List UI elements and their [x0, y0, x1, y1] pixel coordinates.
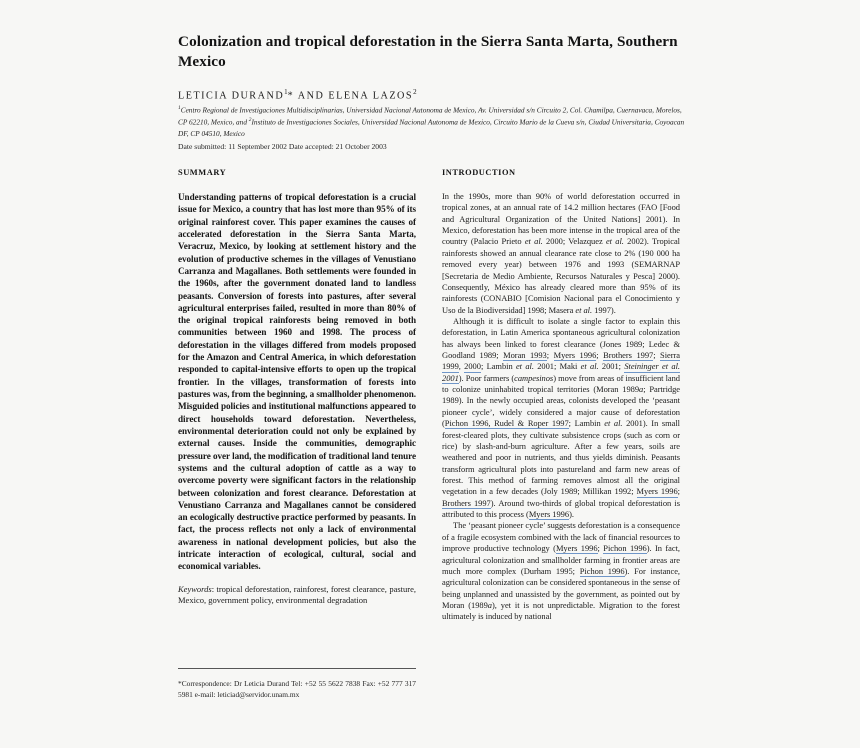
body-text-run: 1997). — [592, 304, 616, 315]
emphasis-text: et al. — [604, 418, 623, 429]
citation-link[interactable]: Brothers 1997 — [442, 497, 491, 508]
body-text-run: ; Lambin — [480, 361, 516, 372]
citation-link[interactable]: Pichon 1996 — [579, 565, 625, 576]
page-title: Colonization and tropical deforestation in the Sierra Santa Marta, Southern Mexico — [178, 33, 678, 70]
introduction-heading: INTRODUCTION — [442, 168, 516, 177]
citation-link[interactable]: Myers 1996 — [636, 486, 678, 497]
citation-link[interactable]: Brothers 1997 — [603, 350, 654, 361]
body-text-run: ; — [677, 486, 680, 497]
citation-link[interactable]: Moran 1993 — [503, 350, 547, 361]
author-affiliation-marker-1: 1 — [284, 87, 288, 96]
footnote-divider — [178, 668, 416, 669]
body-text-run: ; Lambin — [568, 418, 605, 429]
keywords-line — [178, 584, 416, 607]
author-affiliation-marker-2: 2 — [413, 87, 417, 96]
citation-link[interactable]: 2000 — [464, 361, 481, 372]
citation-link[interactable]: Myers 1996 — [553, 350, 597, 361]
body-text-run: The ‘peasant pioneer cycle’ suggests deforestation is a consequence of a fragile ecosystem combined with the lack of financial resources to improve productive technology ( — [442, 520, 680, 554]
body-text-run: ). Around two-thirds of global tropical deforestation is attributed to this process ( — [442, 497, 680, 520]
body-text-run: ). For instance, agricultural colonization can be considered spontaneous in the sense of being unplanned and unassisted by the government, as pointed out by Moran (1989 — [442, 565, 680, 610]
emphasis-text: et al. — [580, 361, 599, 372]
corresponding-author-mark: * — [287, 89, 295, 101]
body-text-run: 2001; — [598, 361, 625, 372]
affiliation-text-1: Centro Regional de Investigaciones Multidisciplinarias, Universidad Nacional Autonoma de Mexico, Av. Universidad s/n Circuito 2, Col. Chamilpa, Cuernavaca, Morelos, CP 62210, Mexico, and — [178, 105, 682, 127]
citation-link[interactable]: Pichon 1996, Rudel & Roper 1997 — [444, 418, 569, 429]
body-text-run: 2001). In small forest-cleared plots, they cultivate subsistence crops (such as corn or rice) by slash-and-burn agriculture. After a few years, soils are weathered and poor in nutrients, and thus yields diminish. Peasants transform agricultural plots into pastureland and farm new areas of forest. This method of farming removes almost all the original vegetation in a few decades (Joly 1989; Millikan 1992; — [442, 418, 680, 497]
summary-body — [178, 191, 416, 573]
emphasis-text: et al. — [575, 304, 593, 315]
author-line — [178, 88, 686, 101]
body-text-run: 2002). Tropical rainforests showed an annual clearance rate close to 2% (190 000 ha removed every year) between 1976 and 1993 (SEMARNAP [Secretaria de Medio Ambiente, Recursos Naturales y Pesca] 2000). Consequently, México has already cleared more than 95% of its rainforests (CONABIO [Comision Nacional para el Conocimiento y Uso de la Biodiversidad] 1998; Masera — [442, 236, 680, 315]
body-text-run: 2000; Velazquez — [542, 236, 606, 247]
citation-link[interactable]: Myers 1996 — [528, 509, 570, 520]
column-right — [442, 168, 680, 623]
summary-paragraph: Understanding patterns of tropical deforestation is a crucial issue for Mexico, a country that has lost more than 95% of its original rainforest cover. This paper examines the causes of accelerated deforestation in the Sierra Santa Marta, Veracruz, Mexico, by looking at settlement history and the evolution of productive schemes in the villages of Venustiano Carranza and Magallanes. Both settlements were founded in the 1960s, after the government donated land to landless peasants. Conversion of forests into pastures, after several agricultural enterprises failed, resulted in more than 80% of the original tropical rainforests being removed in both communities between 1960 and 1998. The process of deforestation in the villages differed from models proposed for the Amazon and Central America, in which deforestation responded to capital-intensive efforts to open up the tropical frontier. In the villages, transformation of forests into pastures was, from the beginning, a smallholder phenomenon. Misguided policies and institutional malfunctions appeared to direct households toward deforestation. Nevertheless, environmental deterioration could not only be explained by external causes. Inside the communities, demographic pressure over land, the modification of traditional land tenure systems and the cultural adoption of cattle as a way to overcome poverty were significant factors in the relationship between colonization and forest clearance. Deforestation at Venustiano Carranza and Magallanes cannot be considered an ecologically destructive practice performed by peasants. In fact, the process reflects not only a lack of environmental awareness in national development policies, but also the intricate interaction of ecological, cultural, social and economical variables. — [178, 192, 416, 572]
body-text-run: ), yet it is not unpredictable. Migration to the forest ultimately is induced by national — [442, 599, 680, 622]
citation-link[interactable]: Myers 1996 — [555, 543, 598, 554]
body-text-run: ; — [546, 350, 554, 361]
introduction-body — [442, 191, 680, 623]
summary-heading: SUMMARY — [178, 168, 227, 177]
affiliation-text-2: Instituto de Investigaciones Sociales, Universidad Nacional Autonoma de Mexico, Circuito Mario de la Cueva s/n, Ciudad Universitaria, Coyoacan DF, CP 04510, Mexico — [178, 117, 685, 138]
affiliations-block — [178, 104, 686, 152]
author-primary: LETICIA DURAND — [178, 89, 285, 101]
footnote-region — [178, 668, 416, 701]
emphasis-text: et al. — [515, 361, 534, 372]
emphasis-text: et al. — [524, 236, 543, 247]
citation-link[interactable]: Sierra 1999 — [442, 350, 680, 372]
citation-link[interactable]: Pichon 1996 — [603, 543, 647, 554]
correspondence-footnote: *Correspondence: Dr Leticia Durand Tel: +52 55 5622 7838 Fax: +52 777 317 5981 e-mail: leticiad@servidor.unam.mx — [178, 679, 416, 699]
emphasis-text: a — [487, 599, 492, 610]
body-text-run: ). — [569, 509, 574, 520]
emphasis-text: a — [639, 384, 644, 395]
article-columns — [178, 168, 686, 738]
emphasis-text: et al. — [605, 236, 624, 247]
author-secondary: AND ELENA LAZOS — [294, 89, 414, 101]
body-text-run: ; — [596, 350, 604, 361]
body-text-run: ) move from areas of insufficient land to colonize uninhabited tropical territories (Moran 1989 — [442, 372, 680, 395]
body-text-run: ; Partridge 1989). In the newly occupied areas, colonists developed the ‘peasant pioneer cycle’, widely considered a major cause of deforestation ( — [442, 384, 680, 429]
submission-dates: Date submitted: 11 September 2002 Date accepted: 21 October 2003 — [178, 141, 387, 151]
affiliation-marker-1: 1 — [178, 104, 181, 111]
emphasis-text: campesinos — [514, 372, 554, 383]
introduction-paragraph — [442, 316, 680, 520]
column-left — [178, 168, 416, 607]
keywords-value: : tropical deforestation, rainforest, forest clearance, pasture, Mexico, government policy, environmental degradation — [178, 583, 416, 606]
body-text-run: In the 1990s, more than 90% of world deforestation occurred in tropical zones, at an annual rate of 14.2 million hectares (FAO [Food and Agricultural Organization of the United Nations] 2001). In Mexico, deforestation has been more intense in the tropical area of the country (Palacio Prieto — [442, 191, 680, 247]
body-text-run: , — [458, 361, 465, 372]
citation-author-italic: Steininger et al. 2001 — [442, 361, 680, 383]
body-text-run: ; — [597, 543, 604, 554]
paper-header — [178, 32, 686, 152]
introduction-paragraph — [442, 191, 680, 316]
body-text-run: ). Poor farmers ( — [458, 372, 515, 383]
body-text-run: ; — [653, 350, 661, 361]
introduction-paragraph — [442, 520, 680, 622]
body-text-run: 2001; Maki — [533, 361, 581, 372]
body-text-run: ). In fact, agricultural colonization and smallholder farming in frontier areas are much more complex (Durham 1995; — [442, 543, 680, 576]
keywords-label: Keywords — [178, 583, 212, 594]
affiliation-marker-2: 2 — [248, 117, 252, 124]
body-text-run: Although it is difficult to isolate a single factor to explain this deforestation, in Latin America spontaneous agricultural colonization has always been linked to forest clearance (Jones 1989; Ledec & Goodland 1989; — [442, 315, 680, 361]
